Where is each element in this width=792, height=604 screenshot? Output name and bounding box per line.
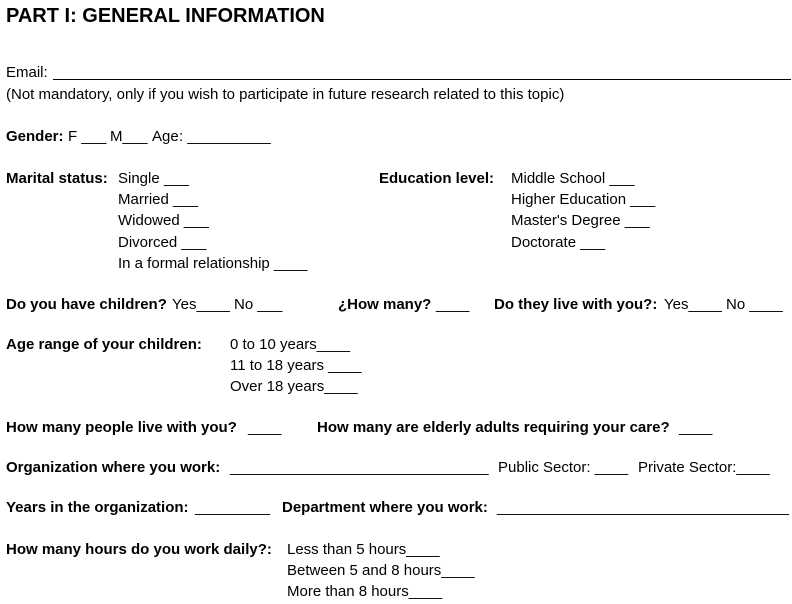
- children-live-with-label: Do they live with you?:: [494, 296, 658, 313]
- private-sector-field[interactable]: Private Sector:____: [638, 459, 770, 476]
- public-sector-field[interactable]: Public Sector: ____: [498, 459, 629, 476]
- education-option-higher-education[interactable]: Higher Education ___: [511, 191, 656, 208]
- children-how-many-field[interactable]: ____: [436, 296, 470, 313]
- organization-label: Organization where you work:: [6, 459, 221, 476]
- age-label: Age: [152, 128, 179, 145]
- years-label: Years in the organization:: [6, 499, 189, 516]
- email-note: (Not mandatory, only if you wish to participate in future research related to this topic): [6, 86, 565, 103]
- marital-option-married[interactable]: Married ___: [118, 191, 199, 208]
- age-field[interactable]: : __________: [179, 128, 271, 145]
- education-option-doctorate[interactable]: Doctorate ___: [511, 234, 606, 251]
- marital-option-widowed[interactable]: Widowed ___: [118, 212, 209, 229]
- children-live-with-fields[interactable]: Yes____ No ____: [664, 296, 783, 313]
- hours-option-5-8[interactable]: Between 5 and 8 hours____: [287, 562, 475, 579]
- children-question: Do you have children?: [6, 296, 167, 313]
- age-range-option-0-10[interactable]: 0 to 10 years____: [230, 336, 351, 353]
- children-how-many-label: ¿How many?: [338, 296, 432, 313]
- gender-female-field[interactable]: F ___: [68, 128, 107, 145]
- department-field[interactable]: ___________________________________: [497, 499, 789, 516]
- marital-option-formal-relationship[interactable]: In a formal relationship ____: [118, 255, 308, 272]
- email-field[interactable]: [53, 79, 791, 80]
- marital-option-single[interactable]: Single ___: [118, 170, 189, 187]
- education-option-masters[interactable]: Master's Degree ___: [511, 212, 650, 229]
- organization-field[interactable]: _______________________________: [230, 459, 489, 476]
- gender-male-field[interactable]: M___: [110, 128, 148, 145]
- household-people-label: How many people live with you?: [6, 419, 237, 436]
- elderly-care-label: How many are elderly adults requiring your care?: [317, 419, 670, 436]
- gender-label: Gender:: [6, 128, 64, 145]
- marital-option-divorced[interactable]: Divorced ___: [118, 234, 207, 251]
- elderly-care-field[interactable]: ____: [679, 419, 713, 436]
- marital-status-label: Marital status:: [6, 170, 108, 187]
- children-answer-fields[interactable]: Yes____ No ___: [172, 296, 283, 313]
- age-range-label: Age range of your children:: [6, 336, 202, 353]
- education-option-middle-school[interactable]: Middle School ___: [511, 170, 635, 187]
- page-title: PART I: GENERAL INFORMATION: [6, 5, 325, 27]
- age-range-option-over-18[interactable]: Over 18 years____: [230, 378, 358, 395]
- hours-option-more-8[interactable]: More than 8 hours____: [287, 583, 443, 600]
- age-range-option-11-18[interactable]: 11 to 18 years ____: [230, 357, 362, 374]
- hours-option-less-5[interactable]: Less than 5 hours____: [287, 541, 440, 558]
- education-level-label: Education level:: [379, 170, 495, 187]
- department-label: Department where you work:: [282, 499, 488, 516]
- hours-label: How many hours do you work daily?:: [6, 541, 272, 558]
- years-field[interactable]: _________: [195, 499, 271, 516]
- household-people-field[interactable]: ____: [248, 419, 282, 436]
- email-label: Email:: [6, 64, 48, 81]
